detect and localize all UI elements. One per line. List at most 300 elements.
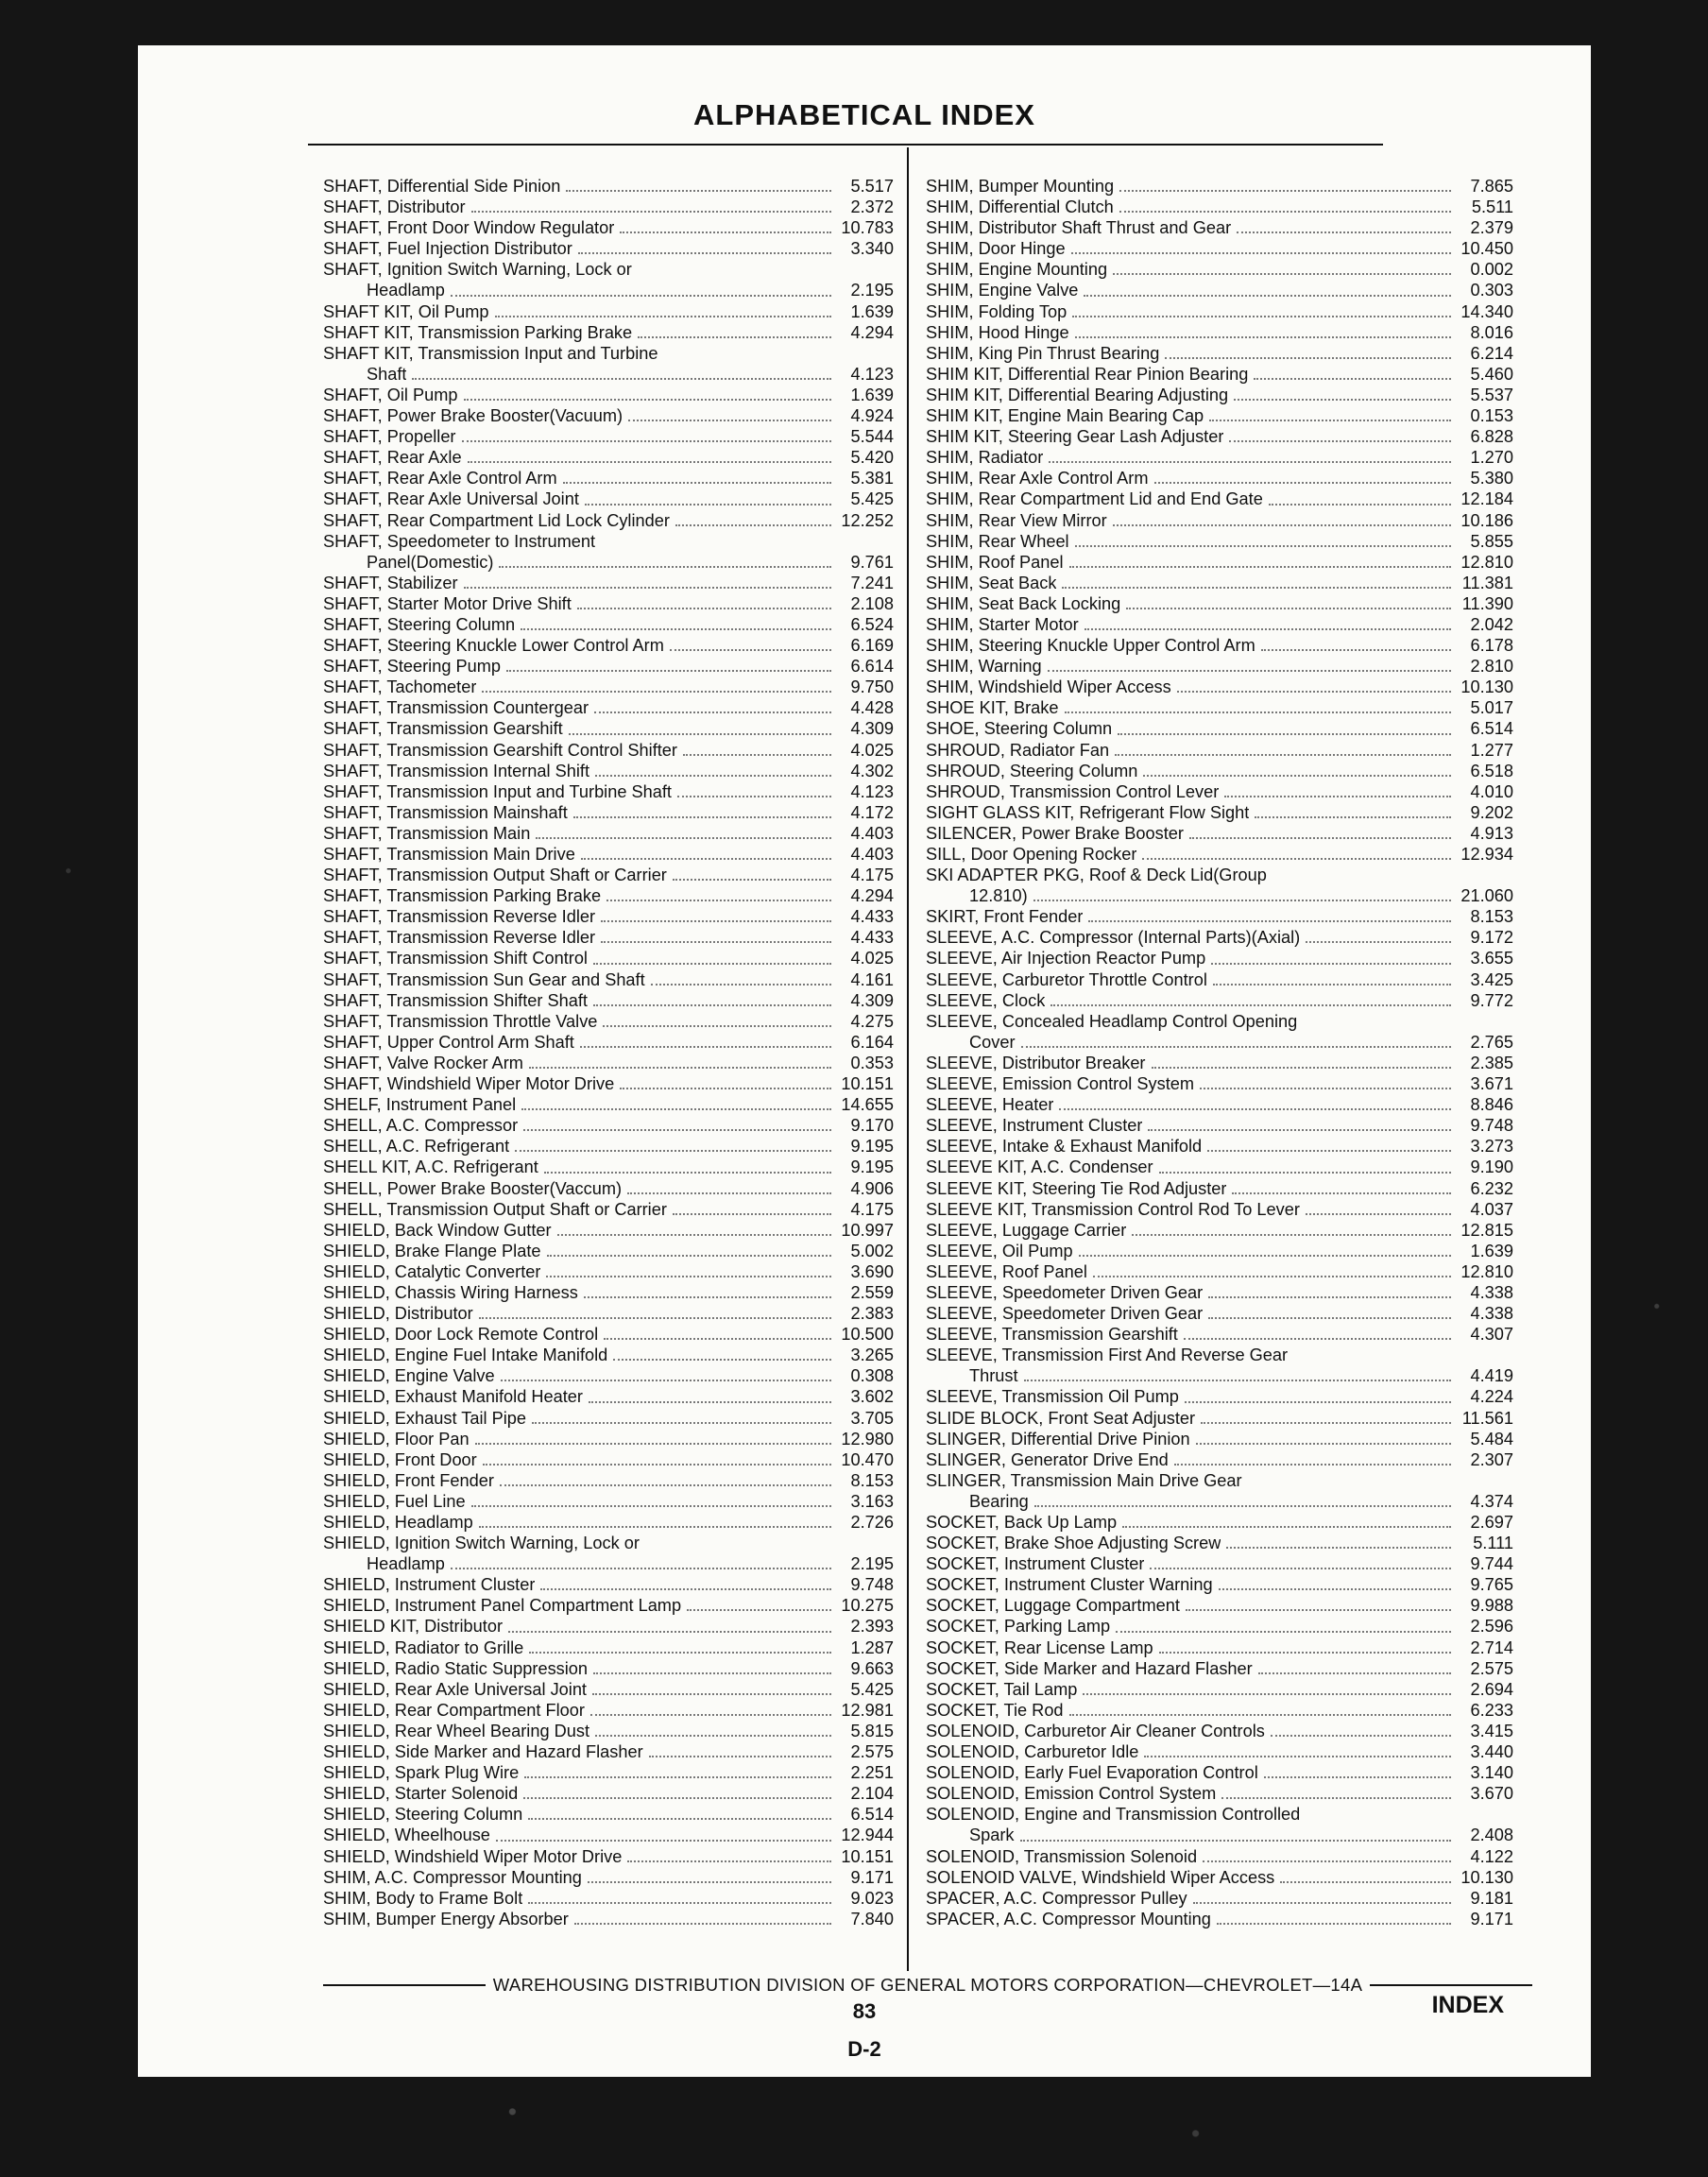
dot-leader <box>515 1150 831 1152</box>
dot-leader <box>451 295 831 297</box>
index-entry <box>323 1762 894 1783</box>
dot-leader <box>1229 440 1451 442</box>
index-entry-page: 5.380 <box>1470 469 1513 489</box>
index-entry-page: 6.232 <box>1470 1178 1513 1198</box>
index-entry <box>323 1658 894 1679</box>
index-entry-page: 4.175 <box>850 866 894 885</box>
index-entry-text: SHAFT, Rear Compartment Lid Lock Cylinder <box>323 510 670 530</box>
index-entry-page: 2.714 <box>1470 1637 1513 1657</box>
index-entry-page: 6.514 <box>850 1805 894 1825</box>
index-entry <box>323 927 894 948</box>
index-entry-page: 4.294 <box>850 886 894 906</box>
index-entry-text: SHIELD, Instrument Cluster <box>323 1575 536 1595</box>
index-entry <box>323 1261 894 1282</box>
index-entry-text: SLEEVE, Concealed Headlamp Control Opening <box>926 1011 1298 1031</box>
index-entry-text: SHIM KIT, Differential Rear Pinion Bearing <box>926 364 1249 384</box>
index-entry <box>323 1157 894 1177</box>
dot-leader <box>1174 1464 1451 1466</box>
index-entry <box>926 280 1513 300</box>
index-entry <box>323 280 894 300</box>
dot-leader <box>577 608 831 609</box>
index-entry-page: 3.690 <box>850 1261 894 1281</box>
index-entry-text: SHIM, Steering Knuckle Upper Control Arm <box>926 636 1255 656</box>
index-entry <box>323 1512 894 1533</box>
index-entry-page: 21.060 <box>1460 886 1513 906</box>
dot-leader <box>523 1797 831 1799</box>
index-entry <box>926 885 1513 906</box>
index-entry-page: 2.379 <box>1470 218 1513 238</box>
dot-leader <box>468 461 831 463</box>
index-entry-text: SLEEVE, Speedometer Driven Gear <box>926 1304 1204 1324</box>
index-entry-text: SOLENOID, Carburetor Idle <box>926 1742 1139 1762</box>
index-entry-page: 4.302 <box>850 761 894 780</box>
index-entry-page: 5.855 <box>1470 531 1513 551</box>
dot-leader <box>595 1735 831 1737</box>
index-entry-page: 2.372 <box>850 197 894 217</box>
index-entry <box>926 176 1513 197</box>
dot-leader <box>1269 504 1451 506</box>
dot-leader <box>593 1004 831 1006</box>
index-entry <box>926 238 1513 259</box>
index-entry <box>926 969 1513 990</box>
index-entry <box>926 447 1513 468</box>
index-entry <box>926 1595 1513 1616</box>
index-entry-text: SOCKET, Tie Rod <box>926 1700 1064 1720</box>
index-entry-text: SOCKET, Instrument Cluster Warning <box>926 1575 1213 1595</box>
index-entry-page: 5.815 <box>850 1721 894 1740</box>
index-entry-text: SHIM, Seat Back Locking <box>926 593 1121 613</box>
index-entry <box>926 614 1513 635</box>
index-entry-text: Shaft <box>367 364 407 384</box>
index-entry-page: 2.104 <box>850 1784 894 1804</box>
index-entry <box>926 259 1513 280</box>
index-entry <box>323 385 894 405</box>
index-entry <box>926 761 1513 781</box>
index-entry-text: SHIM, Hood Hinge <box>926 322 1069 342</box>
index-entry-text: SHIELD, Headlamp <box>323 1513 473 1532</box>
index-entry-page: 3.273 <box>1470 1137 1513 1157</box>
index-entry-text: Bearing <box>969 1491 1029 1511</box>
index-entry <box>926 740 1513 761</box>
index-entry-page: 5.511 <box>1471 197 1513 217</box>
index-entry <box>323 1637 894 1658</box>
index-entry <box>323 1408 894 1429</box>
dot-leader <box>1020 1840 1451 1842</box>
index-entry-text: SHAFT, Transmission Parking Brake <box>323 886 602 906</box>
index-entry-text: SLEEVE, Transmission Gearshift <box>926 1325 1178 1345</box>
dot-leader <box>462 440 832 442</box>
dot-leader <box>1185 1401 1451 1403</box>
index-entry-text: SHIM, Radiator <box>926 448 1044 468</box>
index-entry <box>323 614 894 635</box>
footer-rule-right <box>1370 1984 1532 1986</box>
index-entry-page: 5.484 <box>1470 1429 1513 1448</box>
index-entry <box>926 385 1513 405</box>
index-entry-page: 6.169 <box>850 636 894 656</box>
dot-leader <box>1226 1547 1451 1549</box>
index-entry-page: 5.111 <box>1473 1534 1513 1553</box>
index-entry-text: SHAFT, Transmission Output Shaft or Carrier <box>323 866 667 885</box>
index-entry <box>926 948 1513 969</box>
index-entry-text: SOCKET, Rear License Lamp <box>926 1637 1153 1657</box>
index-entry <box>323 990 894 1011</box>
index-entry-text: SHIELD, Chassis Wiring Harness <box>323 1282 578 1302</box>
dot-leader <box>1079 1255 1451 1257</box>
index-entry <box>926 1324 1513 1345</box>
index-entry <box>323 1616 894 1637</box>
index-entry-page: 4.025 <box>850 740 894 760</box>
document-page <box>138 45 1591 2077</box>
index-entry-text: SHOE KIT, Brake <box>926 698 1059 718</box>
index-entry-text: SHAFT, Propeller <box>323 427 456 447</box>
index-entry <box>926 1700 1513 1721</box>
index-entry <box>926 1011 1513 1032</box>
dot-leader <box>1258 1672 1451 1674</box>
index-entry <box>323 364 894 385</box>
dot-leader <box>604 1338 831 1340</box>
index-entry <box>323 217 894 238</box>
index-entry-text: SHAFT, Transmission Main <box>323 823 531 843</box>
index-entry-text: SHIELD, Steering Column <box>323 1805 523 1825</box>
dot-leader <box>606 900 831 901</box>
index-entry-page: 3.440 <box>1470 1742 1513 1762</box>
index-entry-text: SHELL, A.C. Refrigerant <box>323 1137 510 1157</box>
index-entry-text: SLEEVE, Transmission First And Reverse Gear <box>926 1346 1289 1365</box>
index-entry-page: 12.184 <box>1460 489 1513 509</box>
index-entry-page: 5.017 <box>1470 698 1513 718</box>
dot-leader <box>613 1359 831 1361</box>
index-entry <box>323 1094 894 1115</box>
index-entry <box>926 552 1513 573</box>
index-entry <box>926 1825 1513 1845</box>
index-entry <box>323 1470 894 1491</box>
index-entry-page: 10.500 <box>841 1325 894 1345</box>
index-entry-text: SHIELD, Wheelhouse <box>323 1826 490 1845</box>
index-entry-page: 9.772 <box>1470 990 1513 1010</box>
dot-leader <box>627 1192 831 1194</box>
dot-leader <box>1217 1923 1451 1925</box>
index-entry-text: SHIELD, Front Door <box>323 1449 477 1469</box>
index-entry-text: SHROUD, Transmission Control Lever <box>926 781 1220 801</box>
dot-leader <box>595 775 831 777</box>
index-entry-page: 8.846 <box>1470 1095 1513 1115</box>
index-entry-text: SHIELD, Fuel Line <box>323 1491 466 1511</box>
index-entry-text: SLEEVE, Clock <box>926 990 1046 1010</box>
dot-leader <box>594 711 831 713</box>
index-entry <box>323 1909 894 1929</box>
index-entry-page: 8.153 <box>1470 907 1513 927</box>
index-entry <box>323 1783 894 1804</box>
index-entry-page: 12.810 <box>1460 1261 1513 1281</box>
footer-division-line <box>323 1975 1532 1996</box>
footer-division-text: WAREHOUSING DISTRIBUTION DIVISION OF GENERAL MOTORS CORPORATION—CHEVROLET—14A <box>492 1975 1363 1995</box>
index-entry-page: 3.140 <box>1470 1763 1513 1783</box>
index-entry <box>926 1721 1513 1741</box>
index-entry <box>323 1679 894 1700</box>
index-entry-text: Cover <box>969 1032 1016 1052</box>
index-entry-text: SHIM, Rear Axle Control Arm <box>926 469 1149 489</box>
index-entry-page: 3.705 <box>850 1408 894 1428</box>
index-entry-text: SHAFT, Ignition Switch Warning, Lock or <box>323 260 632 280</box>
dot-leader <box>683 754 831 756</box>
index-entry <box>926 1783 1513 1804</box>
index-entry <box>926 781 1513 802</box>
page-title: ALPHABETICAL INDEX <box>693 98 1035 131</box>
dot-leader <box>482 691 831 693</box>
dot-leader <box>1207 1150 1451 1152</box>
dot-leader <box>1208 1317 1451 1319</box>
dot-leader <box>540 1588 831 1590</box>
index-entry-page: 2.765 <box>1470 1032 1513 1052</box>
index-entry <box>323 1282 894 1303</box>
index-entry-page: 10.130 <box>1460 1867 1513 1887</box>
index-entry <box>926 844 1513 865</box>
index-entry <box>926 1073 1513 1094</box>
index-entry-page: 1.287 <box>850 1637 894 1657</box>
index-entry-text: SHIELD, Exhaust Manifold Heater <box>323 1387 583 1407</box>
index-entry <box>926 1157 1513 1177</box>
index-entry-page: 4.010 <box>1470 781 1513 801</box>
dot-leader <box>506 670 831 672</box>
dot-leader <box>536 837 831 839</box>
index-entry-text: SLEEVE, Speedometer Driven Gear <box>926 1282 1204 1302</box>
index-entry-text: SHOE, Steering Column <box>926 719 1113 739</box>
dot-leader <box>1122 1526 1451 1528</box>
index-entry-text: SHIM, Bumper Energy Absorber <box>323 1909 569 1928</box>
dot-leader <box>464 399 832 401</box>
index-entry-page: 4.224 <box>1470 1387 1513 1407</box>
index-column-right <box>926 176 1513 1929</box>
index-entry <box>926 217 1513 238</box>
index-entry-text: SKIRT, Front Fender <box>926 907 1084 927</box>
index-entry <box>323 1011 894 1032</box>
index-entry-page: 2.307 <box>1470 1449 1513 1469</box>
index-entry-text: SHROUD, Steering Column <box>926 761 1138 780</box>
index-entry <box>323 593 894 614</box>
dot-leader <box>1159 1652 1451 1654</box>
index-entry-text: SLEEVE, Instrument Cluster <box>926 1116 1143 1136</box>
index-entry-page: 4.025 <box>850 949 894 969</box>
dot-leader <box>601 920 831 922</box>
dot-leader <box>1255 816 1451 818</box>
index-entry <box>323 1115 894 1136</box>
dot-leader <box>496 1840 831 1842</box>
dot-leader <box>1200 1088 1451 1089</box>
index-entry <box>323 552 894 573</box>
index-entry <box>926 1637 1513 1658</box>
dot-leader <box>508 1631 831 1633</box>
index-entry-text: SHIM, Bumper Mounting <box>926 177 1115 196</box>
index-entry-text: SOLENOID, Emission Control System <box>926 1784 1217 1804</box>
dot-leader <box>464 587 831 589</box>
index-entry <box>926 1178 1513 1199</box>
index-entry-page: 4.122 <box>1470 1846 1513 1866</box>
index-entry-text: SIGHT GLASS KIT, Refrigerant Flow Sight <box>926 802 1250 822</box>
dot-leader <box>1143 775 1451 777</box>
index-entry-text: SHAFT, Tachometer <box>323 677 477 697</box>
index-entry <box>926 635 1513 656</box>
index-entry <box>926 301 1513 322</box>
index-entry-page: 2.726 <box>850 1513 894 1532</box>
index-entry-page: 3.265 <box>850 1346 894 1365</box>
index-entry-text: SHIELD KIT, Distributor <box>323 1617 504 1637</box>
index-entry-page: 6.524 <box>850 614 894 634</box>
index-entry-text: SHIELD, Radio Static Suppression <box>323 1658 589 1678</box>
index-entry-page: 9.748 <box>850 1575 894 1595</box>
index-entry-text: SHIM, Rear Compartment Lid and End Gate <box>926 489 1263 509</box>
dot-leader <box>1072 316 1451 317</box>
index-entry-page: 1.639 <box>1470 1241 1513 1260</box>
dot-leader <box>620 1088 831 1089</box>
index-column-left <box>323 176 894 1929</box>
index-entry <box>323 1199 894 1220</box>
index-entry-page: 9.761 <box>850 552 894 572</box>
index-entry-text: SHAFT, Steering Knuckle Lower Control Arm <box>323 636 664 656</box>
index-entry-page: 4.433 <box>850 928 894 948</box>
index-entry <box>323 1553 894 1574</box>
index-entry-page: 2.383 <box>850 1304 894 1324</box>
dot-leader <box>499 566 831 568</box>
dot-leader <box>649 1756 831 1757</box>
index-entry-page: 11.381 <box>1461 573 1513 592</box>
index-entry-text: SHIM KIT, Steering Gear Lash Adjuster <box>926 427 1224 447</box>
dot-leader <box>547 1255 832 1257</box>
index-entry-page: 9.171 <box>850 1867 894 1887</box>
index-entry-text: SLEEVE, Roof Panel <box>926 1261 1087 1281</box>
dot-leader <box>500 1484 831 1486</box>
index-entry-page: 3.415 <box>1470 1721 1513 1740</box>
dot-leader <box>601 941 831 943</box>
index-entry-text: Headlamp <box>367 1554 445 1574</box>
index-entry-page: 9.750 <box>850 677 894 697</box>
index-entry-text: SHIELD, Ignition Switch Warning, Lock or <box>323 1534 640 1553</box>
dot-leader <box>593 1672 831 1674</box>
index-entry-text: SHIELD, Distributor <box>323 1304 473 1324</box>
dot-leader <box>1049 461 1451 463</box>
index-entry <box>323 259 894 280</box>
index-entry-text: SLEEVE, Carburetor Throttle Control <box>926 969 1207 989</box>
index-entry-text: SHIM, Windshield Wiper Access <box>926 677 1171 697</box>
index-entry-text: SKI ADAPTER PKG, Roof & Deck Lid(Group <box>926 866 1267 885</box>
dot-leader <box>1271 1735 1451 1737</box>
index-entry <box>926 531 1513 552</box>
index-entry-text: SLEEVE, Heater <box>926 1095 1054 1115</box>
index-entry-page: 14.340 <box>1460 301 1513 321</box>
index-entry-page: 5.460 <box>1470 364 1513 384</box>
dot-leader <box>1083 1693 1451 1695</box>
dot-leader <box>1069 1714 1451 1716</box>
index-entry <box>926 1909 1513 1929</box>
index-entry-page: 14.655 <box>841 1095 894 1115</box>
index-entry-page: 10.186 <box>1460 510 1513 530</box>
dot-leader <box>677 796 831 797</box>
index-entry <box>323 1595 894 1616</box>
dot-leader <box>1148 1129 1451 1131</box>
index-entry-page: 2.195 <box>850 281 894 300</box>
index-entry <box>323 1136 894 1157</box>
dot-leader <box>1071 252 1451 254</box>
index-entry-text: 12.810) <box>969 886 1028 906</box>
dot-leader <box>1221 1797 1451 1799</box>
index-entry-page: 2.697 <box>1470 1513 1513 1532</box>
index-entry-page: 0.303 <box>1470 281 1513 300</box>
index-entry <box>323 468 894 489</box>
index-entry-text: SHAFT, Differential Side Pinion <box>323 177 561 196</box>
index-entry-page: 9.023 <box>850 1888 894 1908</box>
index-entry-page: 9.190 <box>1470 1157 1513 1177</box>
dot-leader <box>1034 1505 1451 1507</box>
index-entry-text: SHIM, Body to Frame Bolt <box>323 1888 523 1908</box>
index-entry-page: 2.251 <box>850 1763 894 1783</box>
dot-leader <box>628 420 831 421</box>
dot-leader <box>590 1714 831 1716</box>
index-entry <box>323 1721 894 1741</box>
index-entry-text: SHIELD, Starter Solenoid <box>323 1784 519 1804</box>
index-entry <box>926 1199 1513 1220</box>
index-entry-page: 12.815 <box>1460 1220 1513 1240</box>
index-entry-text: SHIM, Starter Motor <box>926 614 1079 634</box>
index-entry-page: 4.419 <box>1470 1366 1513 1386</box>
index-entry-text: SILL, Door Opening Rocker <box>926 845 1137 864</box>
dot-leader <box>529 1652 831 1654</box>
dot-leader <box>1201 1422 1451 1424</box>
index-entry-page: 6.518 <box>1470 761 1513 780</box>
dot-leader <box>1113 524 1451 526</box>
index-entry-text: SHIELD, Engine Fuel Intake Manifold <box>323 1346 608 1365</box>
dot-leader <box>580 1046 831 1048</box>
dot-leader <box>1059 1108 1451 1110</box>
dot-leader <box>1264 1776 1451 1778</box>
dot-leader <box>528 1818 831 1820</box>
index-entry <box>926 1429 1513 1449</box>
index-entry-text: SOCKET, Side Marker and Hazard Flasher <box>926 1658 1253 1678</box>
index-entry-page: 3.670 <box>1470 1784 1513 1804</box>
dot-leader <box>588 1881 831 1883</box>
index-entry <box>323 176 894 197</box>
index-entry <box>926 1470 1513 1491</box>
index-entry-page: 9.195 <box>850 1137 894 1157</box>
index-entry-text: SLINGER, Differential Drive Pinion <box>926 1429 1190 1448</box>
index-entry-page: 4.309 <box>850 990 894 1010</box>
index-entry-page: 4.309 <box>850 719 894 739</box>
dot-leader <box>638 336 831 338</box>
index-entry <box>323 1365 894 1386</box>
index-entry-page: 7.865 <box>1470 177 1513 196</box>
index-entry-text: SHIM, Warning <box>926 657 1042 677</box>
index-entry <box>926 1553 1513 1574</box>
dot-leader <box>1234 399 1451 401</box>
index-entry-text: SHIELD, Windshield Wiper Motor Drive <box>323 1846 623 1866</box>
index-entry-text: Panel(Domestic) <box>367 552 494 572</box>
dot-leader <box>1254 378 1451 380</box>
dot-leader <box>1115 754 1451 756</box>
index-entry <box>926 1679 1513 1700</box>
index-entry-text: SOCKET, Instrument Cluster <box>926 1554 1145 1574</box>
index-entry-text: SHAFT, Transmission Reverse Idler <box>323 907 596 927</box>
page-code: D-2 <box>847 2037 881 2061</box>
index-entry-page: 6.178 <box>1470 636 1513 656</box>
dot-leader <box>479 1317 831 1319</box>
index-entry-text: SHAFT, Transmission Shift Control <box>323 949 588 969</box>
dot-leader <box>495 316 831 317</box>
index-entry-text: SHELL, A.C. Compressor <box>323 1116 519 1136</box>
dot-leader <box>584 1296 831 1298</box>
index-entry <box>926 865 1513 885</box>
index-entry-text: SHAFT, Transmission Main Drive <box>323 845 575 864</box>
dot-leader <box>483 1464 831 1466</box>
index-entry <box>323 405 894 426</box>
index-entry <box>926 1491 1513 1512</box>
